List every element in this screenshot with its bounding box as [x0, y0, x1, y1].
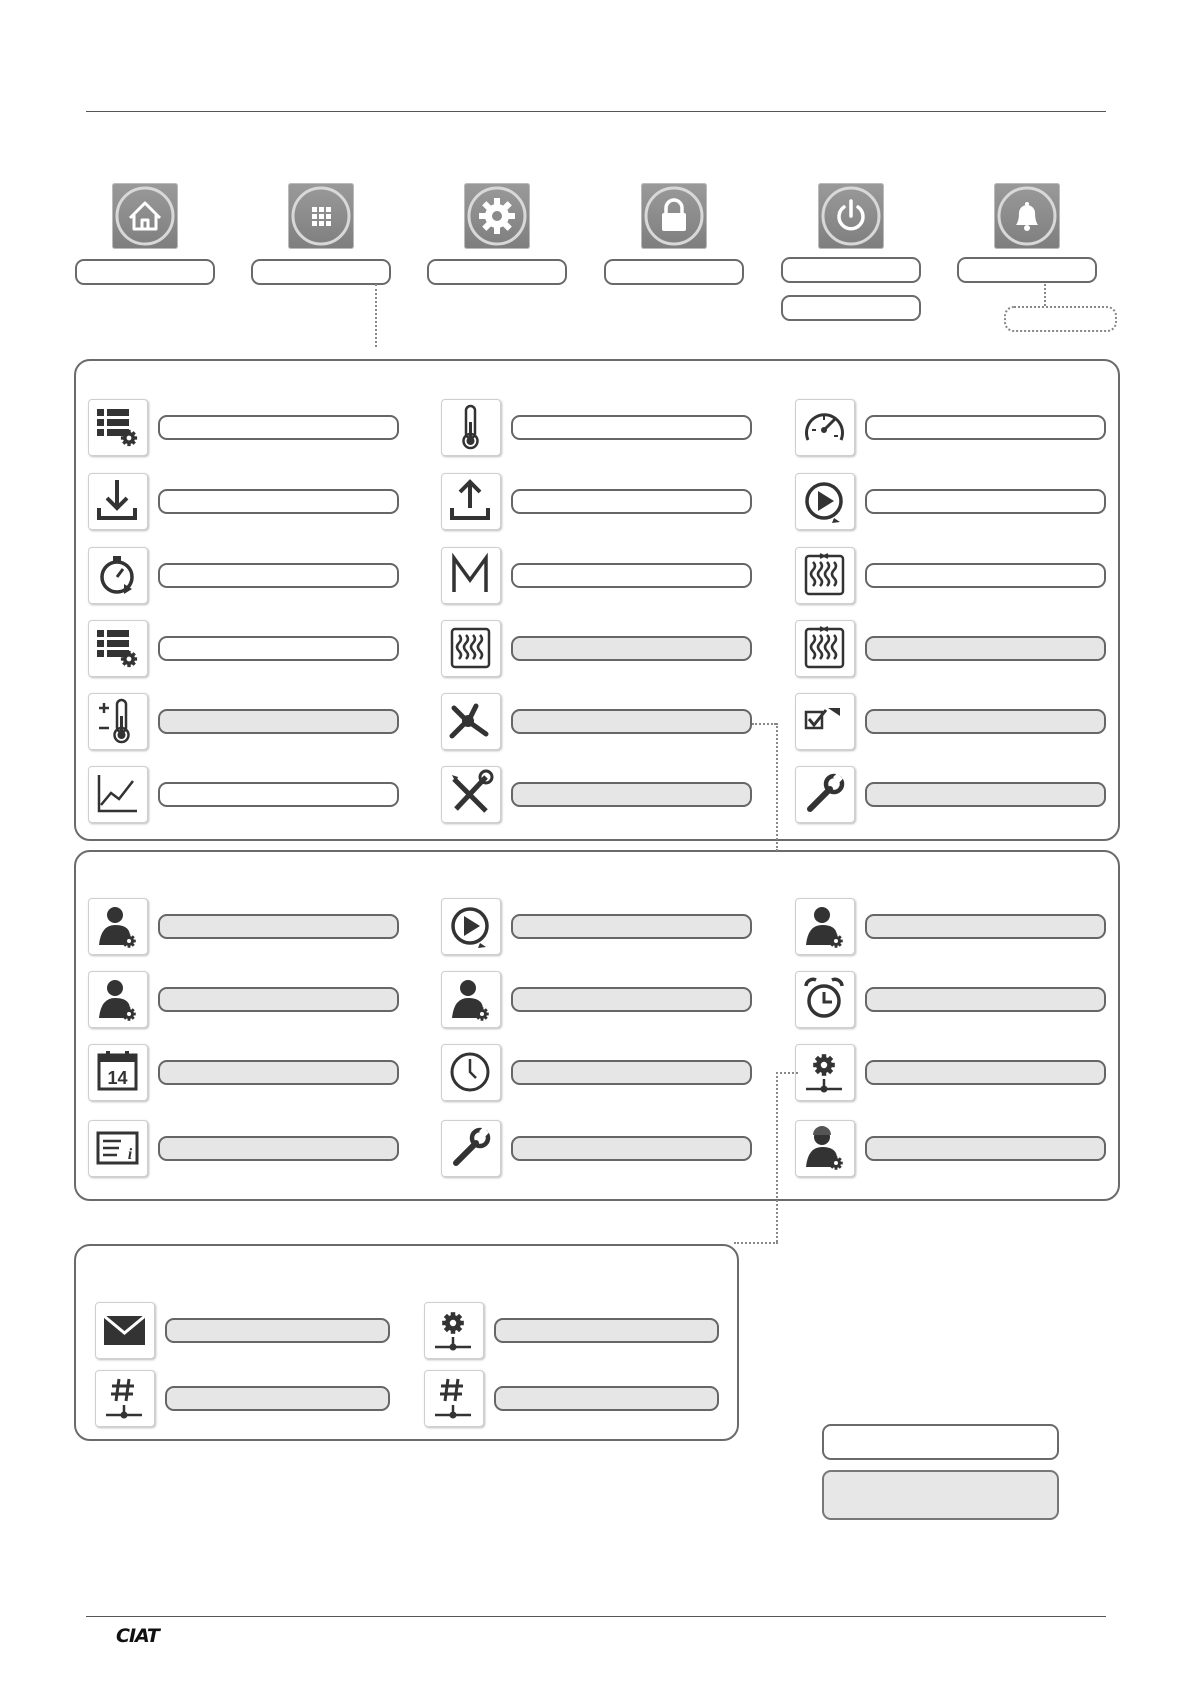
config-menu-item-10-label[interactable]: [158, 1136, 399, 1161]
login-button[interactable]: [641, 183, 707, 249]
list-gear-icon: [89, 621, 146, 675]
user-gear-icon: [89, 972, 146, 1026]
header-rule: [86, 111, 1106, 112]
main-menu-item-4-button[interactable]: [88, 473, 148, 530]
network-hash-icon: [425, 1371, 482, 1425]
settings-button[interactable]: [464, 183, 530, 249]
network-menu-item-2-label[interactable]: [494, 1318, 719, 1343]
config-menu-item-8-button[interactable]: [441, 1044, 501, 1101]
main-menu-item-14-button[interactable]: [441, 693, 501, 750]
connector-network-2: [776, 1072, 798, 1074]
main-menu-item-17-button[interactable]: [441, 766, 501, 823]
network-menu-item-3-button[interactable]: [95, 1370, 155, 1427]
main-menu-item-12-label[interactable]: [865, 636, 1106, 661]
main-menu-item-1-label[interactable]: [158, 415, 399, 440]
main-menu-item-11-button[interactable]: [441, 620, 501, 677]
envelope-icon: [96, 1303, 153, 1357]
main-menu-item-12-button[interactable]: [795, 620, 855, 677]
main-menu-button[interactable]: [288, 183, 354, 249]
network-menu-item-4-button[interactable]: [424, 1370, 484, 1427]
alarms-label: [957, 257, 1097, 283]
connector-main-menu: [375, 284, 377, 347]
info-card-icon: [89, 1121, 146, 1175]
main-menu-item-16-label[interactable]: [158, 782, 399, 807]
config-menu-item-6-button[interactable]: [795, 971, 855, 1028]
legend-user-level: [822, 1424, 1059, 1460]
heat-fan-icon: [796, 548, 853, 602]
wrench-icon: [442, 1121, 499, 1175]
config-menu-item-3-label[interactable]: [865, 914, 1106, 939]
play-cycle-icon: [796, 474, 853, 528]
config-menu-item-7-label[interactable]: [158, 1060, 399, 1085]
main-menu-item-10-label[interactable]: [158, 636, 399, 661]
svg-text:14: 14: [107, 1068, 128, 1088]
ciat-logo: CIAT: [116, 1625, 159, 1647]
tools-icon: [442, 767, 499, 821]
main-menu-item-8-button[interactable]: [441, 547, 501, 604]
main-menu-item-5-button[interactable]: [441, 473, 501, 530]
home-icon: [112, 183, 178, 249]
config-menu-item-4-label[interactable]: [158, 987, 399, 1012]
letter-m-icon: [442, 548, 499, 602]
main-menu-item-6-button[interactable]: [795, 473, 855, 530]
connector-network-2: [776, 1072, 778, 1242]
network-gear-icon: [425, 1303, 482, 1357]
download-icon: [89, 474, 146, 528]
technician-icon: [796, 1121, 853, 1175]
config-menu-item-12-label[interactable]: [865, 1136, 1106, 1161]
main-menu-item-16-button[interactable]: [88, 766, 148, 823]
thermometer-plus-minus-icon: [89, 694, 146, 748]
config-menu-item-9-button[interactable]: [795, 1044, 855, 1101]
thermometer-icon: [442, 400, 499, 454]
main-menu-item-7-button[interactable]: [88, 547, 148, 604]
main-menu-item-15-button[interactable]: [795, 693, 855, 750]
config-menu-item-4-button[interactable]: [88, 971, 148, 1028]
main-menu-item-17-label[interactable]: [511, 782, 752, 807]
config-menu-item-8-label[interactable]: [511, 1060, 752, 1085]
config-menu-item-10-button[interactable]: [88, 1120, 148, 1177]
main-menu-item-3-button[interactable]: [795, 399, 855, 456]
heat-fan-icon: [796, 621, 853, 675]
upload-icon: [442, 474, 499, 528]
start-stop-label: [781, 257, 921, 283]
clock-icon: [442, 1045, 499, 1099]
connector-alarms: [1044, 284, 1046, 306]
gauge-icon: [796, 400, 853, 454]
legend-password-level: [822, 1470, 1059, 1520]
home-button[interactable]: [112, 183, 178, 249]
login-label: [604, 259, 744, 285]
main-menu-item-3-label[interactable]: [865, 415, 1106, 440]
user-gear-icon: [796, 899, 853, 953]
bell-icon: [994, 183, 1060, 249]
main-menu-item-7-label[interactable]: [158, 563, 399, 588]
alarm-clock-icon: [796, 972, 853, 1026]
network-menu-item-2-button[interactable]: [424, 1302, 484, 1359]
wrench-icon: [796, 767, 853, 821]
main-menu-item-10-button[interactable]: [88, 620, 148, 677]
network-menu-item-4-label[interactable]: [494, 1386, 719, 1411]
main-menu-item-11-label[interactable]: [511, 636, 752, 661]
start-stop-label-2: [781, 295, 921, 321]
config-menu-item-12-button[interactable]: [795, 1120, 855, 1177]
main-menu-item-18-label[interactable]: [865, 782, 1106, 807]
main-menu-label: [251, 259, 391, 285]
svg-text:i: i: [127, 1146, 133, 1163]
alarms-sub-label: [1004, 306, 1117, 332]
heater-icon: [442, 621, 499, 675]
config-menu-item-2-label[interactable]: [511, 914, 752, 939]
main-menu-item-8-label[interactable]: [511, 563, 752, 588]
config-menu-item-5-label[interactable]: [511, 987, 752, 1012]
config-menu-item-7-button[interactable]: [88, 1044, 148, 1101]
config-menu-item-9-label[interactable]: [865, 1060, 1106, 1085]
main-menu-item-2-label[interactable]: [511, 415, 752, 440]
main-menu-item-5-label[interactable]: [511, 489, 752, 514]
user-gear-icon: [442, 972, 499, 1026]
power-icon: [818, 183, 884, 249]
gear-icon: [464, 183, 530, 249]
list-gear-icon: [89, 400, 146, 454]
main-menu-item-9-label[interactable]: [865, 563, 1106, 588]
network-menu-item-1-button[interactable]: [95, 1302, 155, 1359]
config-menu-item-1-button[interactable]: [88, 898, 148, 955]
play-cycle-icon: [442, 899, 499, 953]
network-menu-item-3-label[interactable]: [165, 1386, 390, 1411]
calendar-icon: [89, 1045, 146, 1099]
network-menu-item-1-label[interactable]: [165, 1318, 390, 1343]
main-menu-item-13-label[interactable]: [158, 709, 399, 734]
footer-rule: [86, 1616, 1106, 1617]
main-menu-item-4-label[interactable]: [158, 489, 399, 514]
main-menu-item-15-label[interactable]: [865, 709, 1106, 734]
trend-chart-icon: [89, 767, 146, 821]
connector-network: [752, 723, 776, 725]
main-menu-item-13-button[interactable]: [88, 693, 148, 750]
config-menu-item-2-button[interactable]: [441, 898, 501, 955]
main-menu-item-9-button[interactable]: [795, 547, 855, 604]
connector-network-2: [734, 1242, 778, 1244]
main-menu-item-1-button[interactable]: [88, 399, 148, 456]
timer-icon: [89, 548, 146, 602]
grid-icon: [288, 183, 354, 249]
config-menu-item-3-button[interactable]: [795, 898, 855, 955]
main-menu-item-18-button[interactable]: [795, 766, 855, 823]
home-label: [75, 259, 215, 285]
network-gear-icon: [796, 1045, 853, 1099]
user-gear-icon: [89, 899, 146, 953]
checkbox-icon: [796, 694, 853, 748]
connector-network: [776, 723, 778, 851]
config-menu-item-5-button[interactable]: [441, 971, 501, 1028]
settings-label: [427, 259, 567, 285]
main-menu-item-14-label[interactable]: [511, 709, 752, 734]
network-tool-icon: [442, 694, 499, 748]
lock-icon: [641, 183, 707, 249]
config-menu-item-11-label[interactable]: [511, 1136, 752, 1161]
main-menu-item-6-label[interactable]: [865, 489, 1106, 514]
network-hash-icon: [96, 1371, 153, 1425]
alarms-button[interactable]: [994, 183, 1060, 249]
config-menu-item-1-label[interactable]: [158, 914, 399, 939]
start-stop-button[interactable]: [818, 183, 884, 249]
config-menu-item-11-button[interactable]: [441, 1120, 501, 1177]
main-menu-item-2-button[interactable]: [441, 399, 501, 456]
config-menu-item-6-label[interactable]: [865, 987, 1106, 1012]
